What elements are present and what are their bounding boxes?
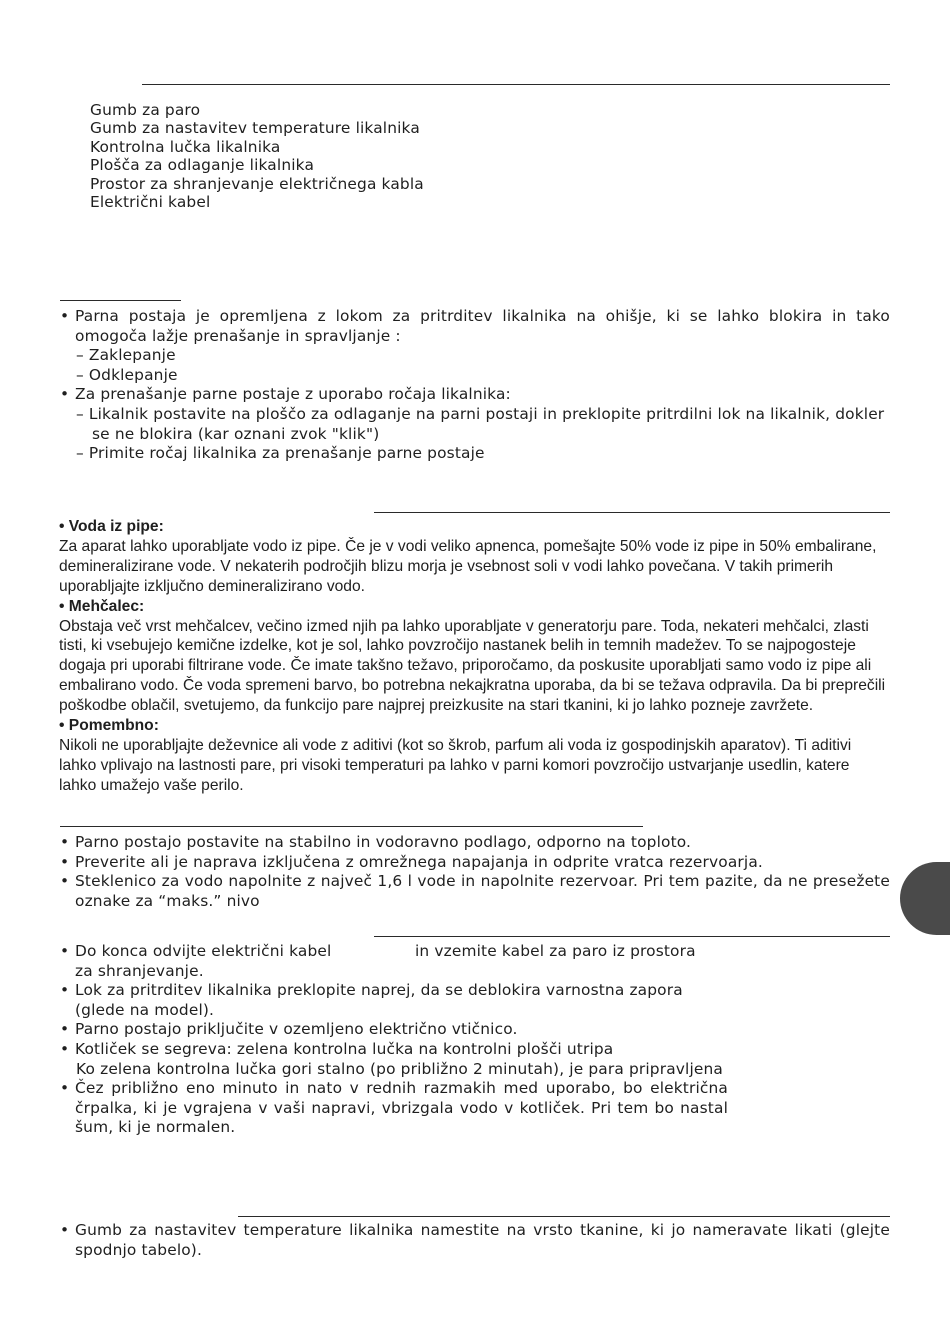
fill-section	[60, 833, 890, 911]
list-item: Gumb za nastavitev temperature likalnika	[90, 119, 420, 138]
section-rule	[60, 300, 181, 301]
temp-step: Gumb za nastavitev temperature likalnika namestite na vrsto tkanine, ki jo nameravate likati (glejte spodnjo tabelo).	[75, 1221, 890, 1259]
list-item: Gumb za paro	[90, 101, 201, 119]
subheading-tap-water: • Voda iz pipe:	[59, 518, 164, 535]
list-item	[60, 981, 728, 1020]
bullet-icon: •	[60, 833, 70, 851]
use-section	[60, 942, 728, 1138]
carry-step: – Likalnik postavite na ploščo za odlaganje na parni postaji in preklopite pritrdilni lok na likalnik, dokler se ne blokira (kar oznani zvok "klik")	[76, 404, 885, 443]
fill-step: Preverite ali je naprava izključena z omrežnega napajanja in odprite vratca rezervoarja.	[75, 852, 763, 871]
lock-paragraph: Parna postaja je opremljena z lokom za pritrditev likalnika na ohišje, ki se lahko blokira in tako omogoča lažje prenašanje in spravljanje :	[75, 307, 890, 345]
parts-list	[90, 101, 590, 211]
bullet-icon: •	[60, 1221, 70, 1239]
list-item	[60, 1040, 728, 1060]
bullet-icon: •	[60, 872, 70, 891]
list-item	[60, 1079, 728, 1138]
water-section	[59, 517, 887, 796]
bullet-icon: •	[60, 307, 70, 325]
list-item: Plošča za odlaganje likalnika	[90, 156, 315, 175]
bullet-icon: •	[60, 385, 70, 404]
list-item	[60, 833, 890, 853]
use-step: za shranjevanje.	[75, 961, 204, 980]
list-item: Kontrolna lučka likalnika	[90, 137, 281, 156]
section-rule	[60, 826, 643, 827]
lock-section	[60, 307, 890, 464]
subheading-softener: • Mehčalec:	[59, 597, 145, 615]
header-rule	[142, 84, 890, 85]
carry-paragraph: Za prenašanje parne postaje z uporabo ročaja likalnika:	[75, 385, 511, 404]
list-item	[60, 853, 890, 873]
bullet-icon: •	[60, 1020, 70, 1039]
list-item: Električni kabel	[90, 193, 211, 212]
softener-text: Obstaja več vrst mehčalcev, večino izmed njih pa lahko uporabljate v generatorju pare. Toda, nekateri mehčalci, zlasti tisti, ki vsebujejo kemične izdelke, kot je sol, lahko povzročijo nastanek belih in temnih madežev. To se najpogosteje dogaja pri uporabi filtrirane vode. Če imate takšno težavo, priporočamo, da poskusite uporabljati samo vodo iz pipe ali embalirano vodo. Če voda spremeni barvo, bo potrebna nekajkratna uporaba, da bi se težava odpravila. Da bi preprečili poškodbe oblačil, svetujemo, da funkcijo pare najprej preizkusite na stari tkanini, ki jo lahko pozneje zavržete.	[59, 617, 886, 715]
important-text: Nikoli ne uporabljajte deževnice ali vode z aditivi (kot so škrob, parfum ali voda iz gospodinjskih aparatov). Ti aditivi lahko vplivajo na lastnosti pare, pri visoki temperaturi pa lahko v parni komori povzročijo ustvarjanje usedlin, katere lahko umažejo vaše perilo.	[59, 736, 852, 794]
chapter-tab	[900, 862, 950, 935]
list-item: Prostor za shranjevanje električnega kabla	[90, 174, 424, 193]
subheading-important: • Pomembno:	[59, 717, 159, 735]
use-step: Do konca odvijte električni kabel	[75, 942, 332, 960]
bullet-icon: •	[60, 852, 70, 871]
tap-water-text: Za aparat lahko uporabljate vodo iz pipe. Če je v vodi veliko apnenca, pomešajte 50% vode iz pipe in 50% embalirane, demineralizirane vode. V nekaterih področjih blizu morja je vsebnost soli v vodi lahko povečana. V takih primerih uporabljajte izključno demineralizirano vodo.	[59, 537, 877, 595]
lock-item: – Zaklepanje	[76, 346, 176, 365]
temp-section	[60, 1221, 890, 1260]
list-item	[60, 1020, 728, 1040]
list-item	[60, 1221, 890, 1260]
use-step: Parno postajo priključite v ozemljeno električno vtičnico.	[75, 1020, 518, 1039]
bullet-icon: •	[60, 1039, 70, 1058]
bullet-icon: •	[60, 981, 70, 1000]
use-step: Čez približno eno minuto in nato v rednih razmakih med uporabo, bo električna črpalka, ki je vgrajena v vaši napravi, vbrizgala vodo v kotliček. Pri tem bo nastal šum, ki je normalen.	[75, 1079, 728, 1137]
fill-step: Parno postajo postavite na stabilno in vodoravno podlago, odporno na toploto.	[75, 833, 692, 851]
section-rule	[374, 936, 890, 937]
list-item	[60, 942, 728, 962]
carry-item	[60, 385, 890, 405]
section-rule	[238, 1216, 890, 1217]
use-step: Kotliček se segreva: zelena kontrolna lučka na kontrolni plošči utripa	[75, 1039, 614, 1058]
fill-step: Steklenico za vodo napolnite z največ 1,6 l vode in napolnite rezervoar. Pri tem pazite, da ne presežete oznake za “maks.” nivo	[75, 872, 890, 910]
list-item	[60, 872, 890, 911]
unlock-item: – Odklepanje	[76, 365, 178, 384]
section-rule	[374, 512, 890, 513]
carry-step: – Primite ročaj likalnika za prenašanje parne postaje	[76, 444, 485, 463]
bullet-icon: •	[60, 942, 70, 960]
use-step: Lok za pritrditev likalnika preklopite naprej, da se deblokira varnostna zapora (glede na model).	[75, 981, 683, 1019]
bullet-icon: •	[60, 1079, 70, 1098]
use-step: in vzemite kabel za paro iz prostora	[415, 942, 696, 960]
use-step: Ko zelena kontrolna lučka gori stalno (po približno 2 minutah), je para pripravljena	[76, 1059, 723, 1078]
